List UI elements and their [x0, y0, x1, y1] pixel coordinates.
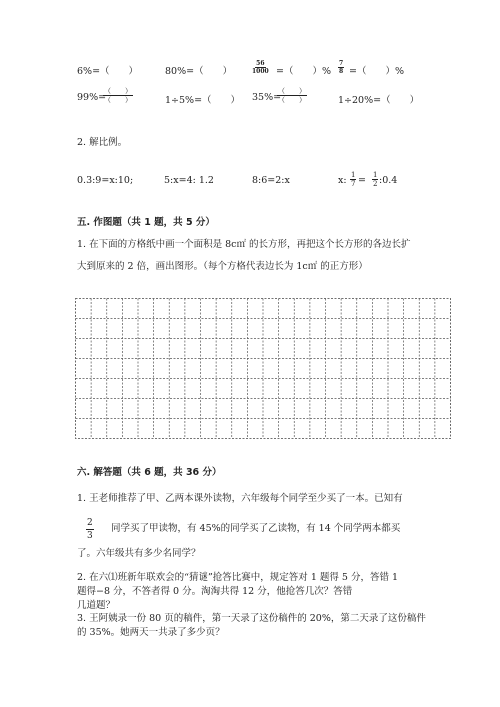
- item-7-8-blank: =（ ）%: [349, 66, 404, 77]
- equation-1: 0.3:9=x:10;: [77, 175, 134, 186]
- solve-proportion-title: 2. 解比例。: [77, 137, 128, 148]
- question-3-line-2: 的 35%。她两天一共录了多少页？: [77, 627, 225, 638]
- equation-3: 8:6=2:x: [252, 175, 290, 186]
- question-2-line-3: 几道题？: [77, 600, 116, 611]
- equation-2: 5:x=4: 1.2: [164, 175, 214, 186]
- fraction-56-1000: $\frac{56}{1000}$: [252, 60, 269, 75]
- question-2-line-2: 题得−8 分，不答者得 0 分。淘淘共得 12 分，他抢答几次？答错: [77, 586, 353, 597]
- question-2-line-1: 2. 在六⑴班新年联欢会的“猜谜”抢答比赛中，规定答对 1 题得 5 分，答错 1: [77, 572, 399, 583]
- section-6-heading: 六. 解答题（共 6 题，共 36 分）: [77, 467, 222, 478]
- fraction-7-8: $\frac{7}{8}$: [339, 60, 344, 75]
- question-3-line-1: 3. 王阿姨录一份 80 页的稿件，第一天录了这份稿件的 20%，第二天录了这份稿件: [77, 613, 426, 624]
- drawing-question: [77, 234, 411, 278]
- equation-4-tail: :0.4: [379, 175, 398, 186]
- item-99-percent-lead: 99%=: [77, 92, 107, 103]
- question-1-line-3: 了。六年级共有多少名同学？: [77, 548, 201, 559]
- equation-4-equals: =: [358, 175, 366, 186]
- item-1-div-20-percent: 1÷20%=（ ）: [338, 95, 420, 106]
- drawing-question-line-2: 大到原来的 2 倍，画出图形。（每个方格代表边长为 1c㎡ 的正方形）: [77, 261, 368, 272]
- equation-4-fraction-1-2: $\frac{1}{2}$: [373, 171, 378, 188]
- grid-paper[interactable]: [75, 298, 451, 439]
- equation-4-lead: x:: [338, 175, 347, 186]
- item-56-1000-blank: =（ ）%: [276, 66, 331, 77]
- item-1-div-5-percent: 1÷5%=（ ）: [165, 95, 241, 106]
- question-1-fraction-2-3: $\frac{2}{3}$: [87, 518, 93, 541]
- question-1-line-2: 同学买了甲读物，有 45%的同学买了乙读物，有 14 个同学两本都买: [111, 523, 401, 534]
- item-6-percent: 6%=（ ）: [77, 66, 139, 77]
- item-35-percent-lead: 35%=: [252, 92, 282, 103]
- fraction-blank-99: （ ） （ ）: [104, 87, 132, 104]
- equation-4-fraction-1-7: $\frac{1}{7}$: [351, 171, 356, 188]
- section-5-heading: 五. 作图题（共 1 题，共 5 分）: [77, 217, 215, 228]
- drawing-question-line-1: 1. 在下面的方格纸中画一个面积是 8c㎡ 的长方形，再把这个长方形的各边长扩: [77, 239, 411, 250]
- fraction-blank-35: （ ） （ ）: [278, 87, 306, 104]
- item-80-percent: 80%=（ ）: [165, 66, 233, 77]
- question-1-line-1: 1. 王老师推荐了甲、乙两本课外读物，六年级每个同学至少买了一本。已知有: [77, 493, 403, 504]
